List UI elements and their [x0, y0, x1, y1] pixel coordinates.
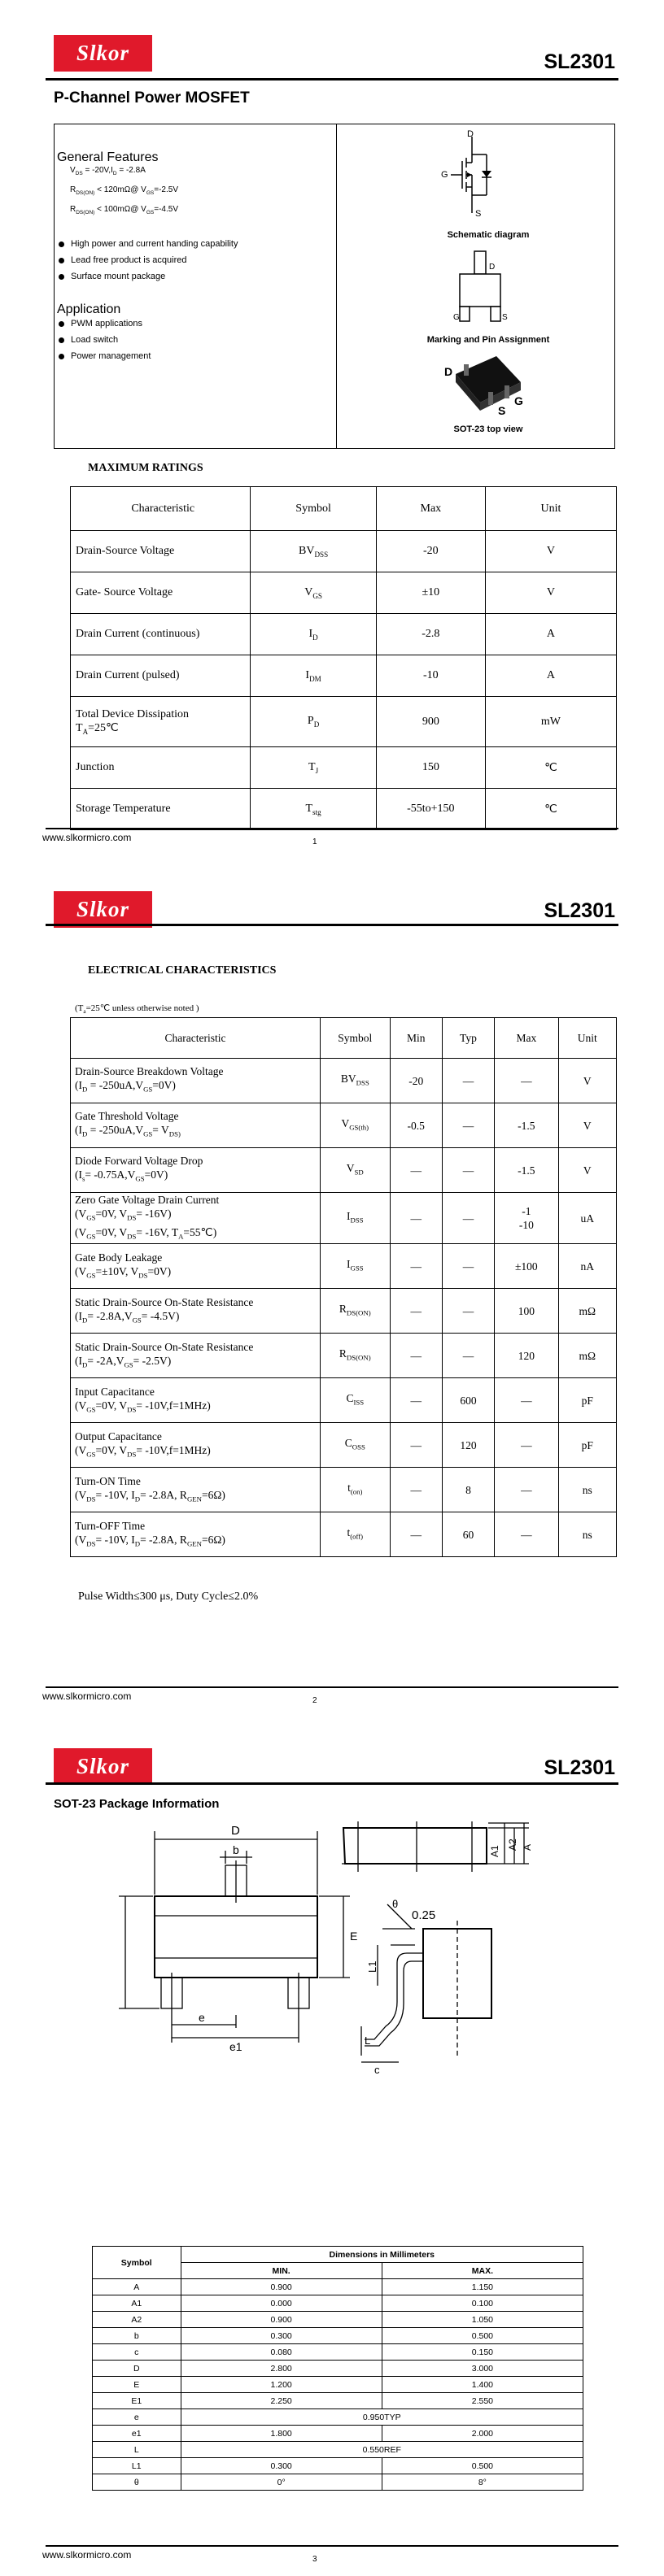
characteristic-cell: Total Device Dissipation $T_A=25℃$	[71, 697, 251, 747]
svg-text:D: D	[231, 1824, 240, 1838]
min-cell: 0.900	[181, 2279, 382, 2295]
typ-cell: 600	[442, 1378, 494, 1423]
typ-cell: 120	[442, 1423, 494, 1468]
table-row	[71, 1103, 617, 1148]
symbol-cell: $R_{DS(ON)}$	[320, 1334, 390, 1378]
symbol-cell: $C_{OSS}$	[320, 1423, 390, 1468]
max-ratings-table	[70, 486, 617, 830]
min-cell: 0.900	[181, 2312, 382, 2328]
min-cell: 0.300	[181, 2458, 382, 2474]
table-row	[71, 789, 617, 830]
max-cell: —	[495, 1378, 559, 1423]
feature-bullet: High power and current handing capability	[59, 236, 238, 252]
table-row	[71, 572, 617, 614]
max-cell: 0.500	[382, 2328, 583, 2344]
svg-text:D: D	[467, 130, 474, 139]
feature-bullet: Lead free product is acquired	[59, 252, 238, 268]
pulse-note: Pulse Width≤300 μs, Duty Cycle≤2.0%	[78, 1590, 259, 1603]
svg-text:S: S	[475, 209, 482, 219]
header-rule	[46, 78, 618, 80]
characteristic-cell: Diode Forward Voltage Drop $(I_s= -0.75A,V_{GS}=0V)$	[71, 1148, 321, 1193]
typ-cell: 60	[442, 1512, 494, 1557]
symbol-cell: $T_{stg}$	[251, 789, 376, 830]
footer-rule	[46, 1686, 618, 1688]
model-number: SL2301	[544, 899, 615, 922]
lead-detail-drawing	[358, 1896, 521, 2083]
table-row	[71, 1512, 617, 1557]
footer-rule	[46, 828, 618, 829]
table-row	[71, 1244, 617, 1289]
symbol-cell: $t_{(on)}$	[320, 1468, 390, 1512]
unit-cell: A	[485, 614, 616, 655]
symbol-cell: θ	[93, 2474, 181, 2491]
min-cell: —	[390, 1334, 442, 1378]
unit-cell: V	[558, 1059, 616, 1103]
page-number: 2	[312, 1696, 317, 1705]
column-header: Typ	[442, 1018, 494, 1059]
unit-cell: V	[485, 572, 616, 614]
svg-text:E: E	[350, 1930, 358, 1943]
unit-cell: V	[558, 1148, 616, 1193]
application-item: Power management	[59, 348, 151, 364]
brand-logo: Slkor	[54, 1748, 152, 1785]
table-row	[71, 697, 617, 747]
unit-cell: mΩ	[558, 1289, 616, 1334]
max-cell: 900	[376, 697, 485, 747]
typ-cell: —	[442, 1334, 494, 1378]
min-cell: —	[390, 1193, 442, 1244]
symbol-cell: $R_{DS(ON)}$	[320, 1289, 390, 1334]
max-cell: 2.550	[382, 2393, 583, 2409]
min-cell: —	[390, 1512, 442, 1557]
header-rule	[46, 1782, 618, 1785]
characteristic-cell: Drain Current (pulsed)	[71, 655, 251, 697]
symbol-cell: A	[93, 2279, 181, 2295]
features-divider	[336, 124, 337, 448]
bullet-icon	[59, 321, 64, 327]
unit-cell: ℃	[485, 747, 616, 789]
min-cell: 0.080	[181, 2344, 382, 2361]
max-cell: -2.8	[376, 614, 485, 655]
characteristic-cell: Drain-Source Voltage	[71, 531, 251, 572]
min-cell: —	[390, 1468, 442, 1512]
symbol-cell: E	[93, 2377, 181, 2393]
table-row	[93, 2312, 583, 2328]
max-cell: 150	[376, 747, 485, 789]
svg-text:L: L	[365, 2034, 371, 2047]
table-row	[93, 2409, 583, 2426]
table-row	[71, 1378, 617, 1423]
svg-text:G: G	[441, 170, 448, 180]
unit-cell: V	[485, 531, 616, 572]
characteristic-cell: Input Capacitance ($V_{GS}=0V$, $V_{DS}= -10V,f=1MHz$)	[71, 1378, 321, 1423]
svg-text:D: D	[489, 263, 496, 272]
bullet-icon	[59, 242, 64, 247]
span-cell: 0.950TYP	[181, 2409, 583, 2426]
column-header: Min	[390, 1018, 442, 1059]
bullet-icon	[59, 274, 64, 280]
min-cell: -0.5	[390, 1103, 442, 1148]
characteristic-cell: Drain-Source Breakdown Voltage $(I_D = -250uA,V_{GS}=0V)$	[71, 1059, 321, 1103]
unit-cell: pF	[558, 1423, 616, 1468]
svg-text:e: e	[199, 2011, 205, 2024]
symbol-cell: A2	[93, 2312, 181, 2328]
svg-text:D: D	[444, 365, 453, 378]
max-cell: -55to+150	[376, 789, 485, 830]
symbol-cell: $V_{SD}$	[320, 1148, 390, 1193]
page-title: P-Channel Power MOSFET	[54, 89, 250, 107]
characteristic-cell: Turn-OFF Time ($V_{DS}= -10V$, $I_D= -2.8A$, $R_{GEN}=6\Omega$)	[71, 1512, 321, 1557]
min-cell: 1.800	[181, 2426, 382, 2442]
sot23-package-icon	[439, 350, 529, 423]
table-row	[93, 2361, 583, 2377]
feature-spec: $R_{DS(ON)}$ < 120mΩ@ $V_{GS}=-2.5V$	[70, 185, 178, 196]
footer-url: www.slkormicro.com	[42, 832, 132, 843]
table-row	[93, 2295, 583, 2312]
symbol-cell: L1	[93, 2458, 181, 2474]
table-row	[71, 614, 617, 655]
column-header: Max	[376, 487, 485, 531]
min-cell: —	[390, 1289, 442, 1334]
column-header: Symbol	[320, 1018, 390, 1059]
feature-bullet: Surface mount package	[59, 268, 238, 285]
max-cell: -1 -10	[495, 1193, 559, 1244]
feature-bullets	[59, 236, 238, 285]
typ-cell: —	[442, 1193, 494, 1244]
bullet-icon	[59, 258, 64, 263]
application-list	[59, 315, 151, 364]
feature-spec: $R_{DS(ON)}$ < 100mΩ@ $V_{GS}=-4.5V$	[70, 205, 178, 215]
characteristic-cell: Junction	[71, 747, 251, 789]
package-heading: SOT-23 Package Information	[54, 1797, 220, 1811]
max-cell: 8°	[382, 2474, 583, 2491]
typ-cell: 8	[442, 1468, 494, 1512]
unit-cell: A	[485, 655, 616, 697]
application-item: PWM applications	[59, 315, 151, 332]
application-heading: Application	[57, 302, 121, 316]
max-cell: —	[495, 1423, 559, 1468]
svg-text:b: b	[233, 1843, 239, 1856]
unit-cell: ns	[558, 1468, 616, 1512]
table-row	[93, 2344, 583, 2361]
page-1	[0, 0, 664, 859]
characteristic-cell: Static Drain-Source On-State Resistance $(I_D= -2A,V_{GS}= -2.5V)$	[71, 1334, 321, 1378]
characteristic-cell: Output Capacitance ($V_{GS}=0V$, $V_{DS}= -10V,f=1MHz$)	[71, 1423, 321, 1468]
package-side-view-drawing	[325, 1815, 553, 1896]
max-cell: 1.400	[382, 2377, 583, 2393]
symbol-cell: L	[93, 2442, 181, 2458]
model-number: SL2301	[544, 1756, 615, 1779]
characteristic-cell: Static Drain-Source On-State Resistance $(I_D= -2.8A,V_{GS}= -4.5V)$	[71, 1289, 321, 1334]
symbol-cell: $BV_{DSS}$	[320, 1059, 390, 1103]
typ-cell: —	[442, 1244, 494, 1289]
table-row	[71, 1289, 617, 1334]
max-cell: 120	[495, 1334, 559, 1378]
characteristic-cell: Turn-ON Time ($V_{DS}= -10V$, $I_D= -2.8A$, $R_{GEN}=6\Omega$)	[71, 1468, 321, 1512]
table-row	[93, 2393, 583, 2409]
max-ratings-heading: MAXIMUM RATINGS	[88, 462, 203, 474]
table-row	[93, 2458, 583, 2474]
max-cell: 0.500	[382, 2458, 583, 2474]
svg-text:G: G	[453, 313, 460, 322]
symbol-cell: $P_D$	[251, 697, 376, 747]
footer-url: www.slkormicro.com	[42, 2549, 132, 2561]
bullet-icon	[59, 337, 64, 343]
electrical-table	[70, 1017, 617, 1557]
typ-cell: —	[442, 1289, 494, 1334]
header-rule	[46, 924, 618, 926]
column-header: Characteristic	[71, 1018, 321, 1059]
max-cell: 1.150	[382, 2279, 583, 2295]
unit-cell: nA	[558, 1244, 616, 1289]
max-cell: —	[495, 1059, 559, 1103]
table-row	[71, 747, 617, 789]
max-cell: 3.000	[382, 2361, 583, 2377]
table-row	[93, 2279, 583, 2295]
table-row	[93, 2377, 583, 2393]
unit-cell: pF	[558, 1378, 616, 1423]
min-cell: 0.000	[181, 2295, 382, 2312]
max-cell: —	[495, 1468, 559, 1512]
symbol-cell: e	[93, 2409, 181, 2426]
min-cell: —	[390, 1423, 442, 1468]
unit-cell: ns	[558, 1512, 616, 1557]
max-cell: -1.5	[495, 1148, 559, 1193]
svg-text:G: G	[514, 394, 523, 407]
symbol-cell: $C_{ISS}$	[320, 1378, 390, 1423]
column-header: Unit	[485, 487, 616, 531]
sot23-caption: SOT-23 top view	[453, 424, 523, 434]
symbol-cell: $V_{GS(th)}$	[320, 1103, 390, 1148]
max-cell: 2.000	[382, 2426, 583, 2442]
table-row	[71, 531, 617, 572]
min-cell: —	[390, 1148, 442, 1193]
svg-text:c: c	[374, 2064, 380, 2076]
feature-spec: $V_{DS} = -20V,I_D = -2.8A$	[70, 166, 146, 176]
max-cell: 0.100	[382, 2295, 583, 2312]
page-number: 1	[312, 838, 317, 846]
svg-text:A: A	[522, 1843, 533, 1851]
page-2	[0, 859, 664, 1717]
typ-cell: —	[442, 1103, 494, 1148]
svg-text:A2: A2	[507, 1838, 518, 1851]
symbol-cell: b	[93, 2328, 181, 2344]
electrical-heading: ELECTRICAL CHARACTERISTICS	[88, 964, 277, 977]
application-item: Load switch	[59, 332, 151, 348]
min-cell: 0°	[181, 2474, 382, 2491]
characteristic-cell: Drain Current (continuous)	[71, 614, 251, 655]
characteristic-cell: Gate- Source Voltage	[71, 572, 251, 614]
characteristic-cell: Zero Gate Voltage Drain Current ($V_{GS}=0V$, $V_{DS}= -16V$) ($V_{GS}=0V$, $V_{DS}= -16V$, $T_A=55℃$)	[71, 1193, 321, 1244]
brand-logo: Slkor	[54, 35, 152, 72]
general-features-heading: General Features	[57, 150, 159, 164]
min-cell: —	[390, 1244, 442, 1289]
symbol-cell: $I_{DM}$	[251, 655, 376, 697]
marking-caption: Marking and Pin Assignment	[426, 335, 550, 345]
table-row	[71, 1148, 617, 1193]
table-row	[71, 1334, 617, 1378]
svg-text:A1: A1	[489, 1845, 500, 1857]
svg-text:0.25: 0.25	[412, 1908, 436, 1922]
typ-cell: —	[442, 1148, 494, 1193]
symbol-cell: $T_J$	[251, 747, 376, 789]
conditions-note: ($T_a=25℃$ unless otherwise noted )	[75, 1003, 199, 1016]
feature-specs	[70, 163, 178, 221]
table-row	[93, 2328, 583, 2344]
unit-cell: mΩ	[558, 1334, 616, 1378]
symbol-cell: D	[93, 2361, 181, 2377]
symbol-cell: c	[93, 2344, 181, 2361]
svg-text:S: S	[498, 404, 506, 417]
min-cell: -20	[390, 1059, 442, 1103]
max-cell: 100	[495, 1289, 559, 1334]
column-header: Max	[495, 1018, 559, 1059]
table-row	[71, 1468, 617, 1512]
min-cell: 1.200	[181, 2377, 382, 2393]
max-cell: 1.050	[382, 2312, 583, 2328]
unit-cell: mW	[485, 697, 616, 747]
table-row	[71, 655, 617, 697]
symbol-cell: $t_{(off)}$	[320, 1512, 390, 1557]
unit-cell: V	[558, 1103, 616, 1148]
column-header: Unit	[558, 1018, 616, 1059]
max-cell: 0.150	[382, 2344, 583, 2361]
svg-text:S: S	[502, 313, 508, 322]
model-number: SL2301	[544, 50, 615, 73]
table-row	[71, 1423, 617, 1468]
characteristic-cell: Gate Body Leakage ($V_{GS}=\pm 10V$, $V_{DS}=0V$)	[71, 1244, 321, 1289]
page-3	[0, 1717, 664, 2576]
column-header: Symbol	[251, 487, 376, 531]
symbol-cell: E1	[93, 2393, 181, 2409]
table-row	[71, 1059, 617, 1103]
symbol-cell: $I_{GSS}$	[320, 1244, 390, 1289]
table-row	[71, 1193, 617, 1244]
max-cell: ±100	[495, 1244, 559, 1289]
symbol-cell: $I_{DSS}$	[320, 1193, 390, 1244]
mosfet-schematic-icon	[439, 130, 513, 220]
symbol-cell: e1	[93, 2426, 181, 2442]
max-cell: -1.5	[495, 1103, 559, 1148]
span-cell: 0.550REF	[181, 2442, 583, 2458]
min-cell: 2.250	[181, 2393, 382, 2409]
symbol-cell: $I_D$	[251, 614, 376, 655]
bullet-icon	[59, 354, 64, 359]
column-header: Characteristic	[71, 487, 251, 531]
table-row	[93, 2442, 583, 2458]
max-cell: -10	[376, 655, 485, 697]
characteristic-cell: Storage Temperature	[71, 789, 251, 830]
footer-rule	[46, 2545, 618, 2547]
max-cell: ±10	[376, 572, 485, 614]
symbol-cell: $BV_{DSS}$	[251, 531, 376, 572]
characteristic-cell: Gate Threshold Voltage ($I_D = -250uA,V_{GS}= V_{DS)}$	[71, 1103, 321, 1148]
dimensions-table: Symbol Dimensions in Millimeters MIN. MAX. A 0.900 1.150 A1 0.000 0.100 A2 0.900 1.050 b 0.300 0.500 c 0.080 0.150 D 2.800 3.000 E 1.200 1.400 E1 2.250 2.550 e 0.950TYP e1 1.800 2.000 L 0.550REF L1 0.300 0.500 θ 0° 8°	[92, 2246, 583, 2491]
symbol-cell: $V_{GS}$	[251, 572, 376, 614]
marking-diagram-icon	[452, 248, 525, 329]
symbol-cell: A1	[93, 2295, 181, 2312]
max-cell: -20	[376, 531, 485, 572]
min-cell: 2.800	[181, 2361, 382, 2377]
brand-logo: Slkor	[54, 891, 152, 928]
schematic-caption: Schematic diagram	[447, 230, 530, 240]
svg-text:e1: e1	[229, 2040, 242, 2053]
unit-cell: uA	[558, 1193, 616, 1244]
unit-cell: ℃	[485, 789, 616, 830]
table-row	[93, 2474, 583, 2491]
page-number: 3	[312, 2555, 317, 2564]
min-cell: 0.300	[181, 2328, 382, 2344]
typ-cell: —	[442, 1059, 494, 1103]
footer-url: www.slkormicro.com	[42, 1690, 132, 1702]
table-row	[93, 2426, 583, 2442]
svg-text:L1: L1	[366, 1960, 378, 1973]
svg-text:θ: θ	[392, 1898, 399, 1910]
min-cell: —	[390, 1378, 442, 1423]
max-cell: —	[495, 1512, 559, 1557]
